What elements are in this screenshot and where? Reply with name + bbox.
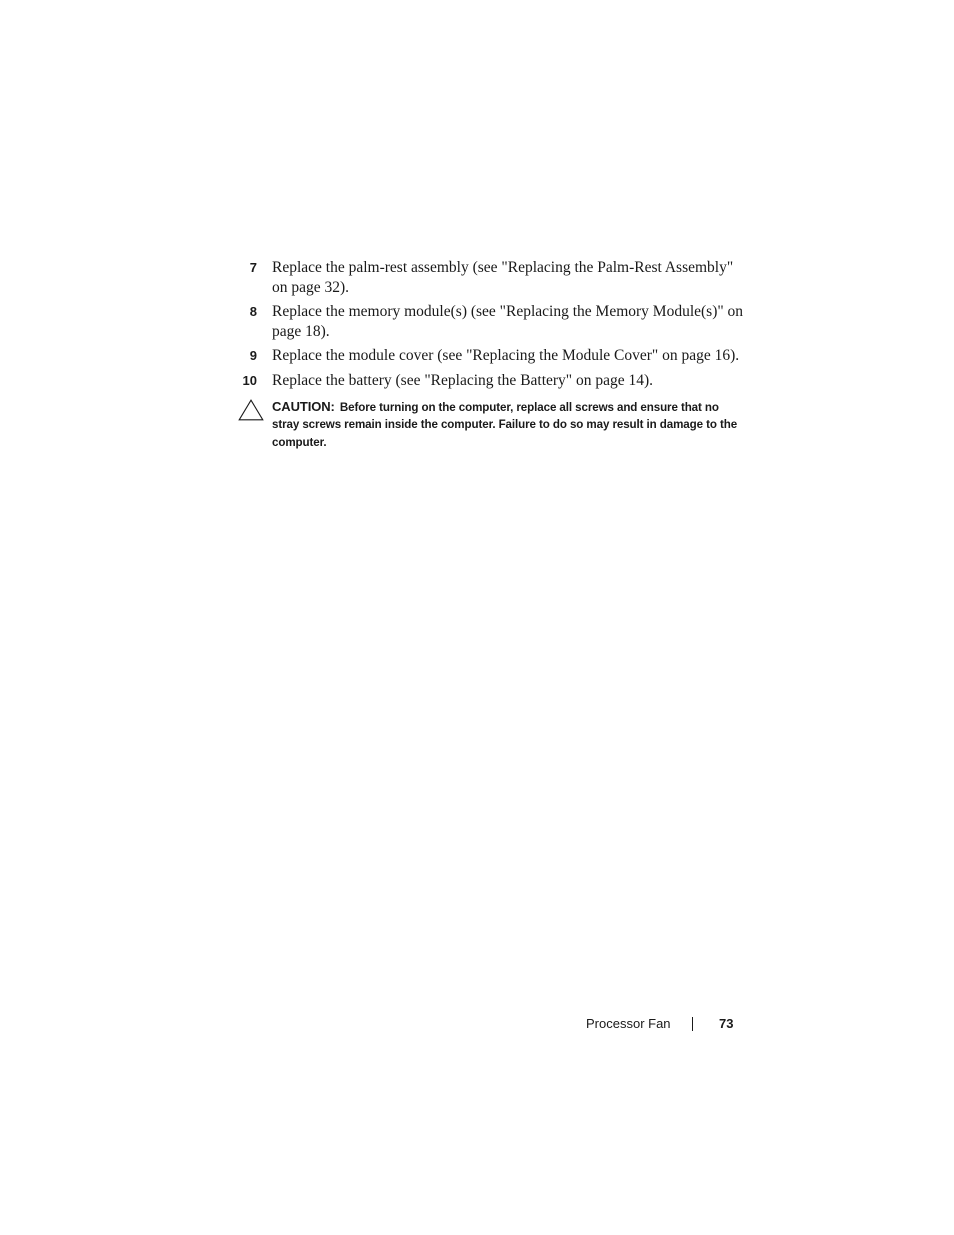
step-text: Replace the module cover (see "Replacing the Module Cover" on page 16). — [272, 347, 740, 364]
page-number: 73 — [719, 1016, 734, 1031]
footer-divider — [692, 1017, 693, 1031]
step-list — [240, 258, 750, 395]
step-item — [240, 302, 750, 341]
caution-body — [272, 398, 748, 451]
step-text: Replace the memory module(s) (see "Replacing the Memory Module(s)" on page 18). — [272, 303, 744, 340]
step-item — [240, 258, 750, 297]
step-text: Replace the battery (see "Replacing the Battery" on page 14). — [272, 371, 654, 389]
step-number: 8 — [249, 304, 257, 319]
step-item — [240, 346, 750, 366]
step-number: 7 — [249, 260, 257, 275]
footer-section-title: Processor Fan — [586, 1016, 671, 1031]
step-number: 9 — [249, 348, 257, 363]
caution-notice — [238, 398, 748, 451]
caution-message: Before turning on the computer, replace all screws and ensure that no stray screws remain inside the computer. Failure to do so may result in damage to the computer. — [272, 401, 738, 449]
caution-label: CAUTION: — [272, 399, 335, 414]
step-item — [240, 371, 750, 391]
step-text: Replace the palm-rest assembly (see "Replacing the Palm-Rest Assembly" on page 32). — [272, 259, 734, 296]
step-number: 10 — [242, 372, 257, 388]
warning-triangle-icon — [238, 399, 264, 421]
page-footer — [586, 1014, 734, 1034]
